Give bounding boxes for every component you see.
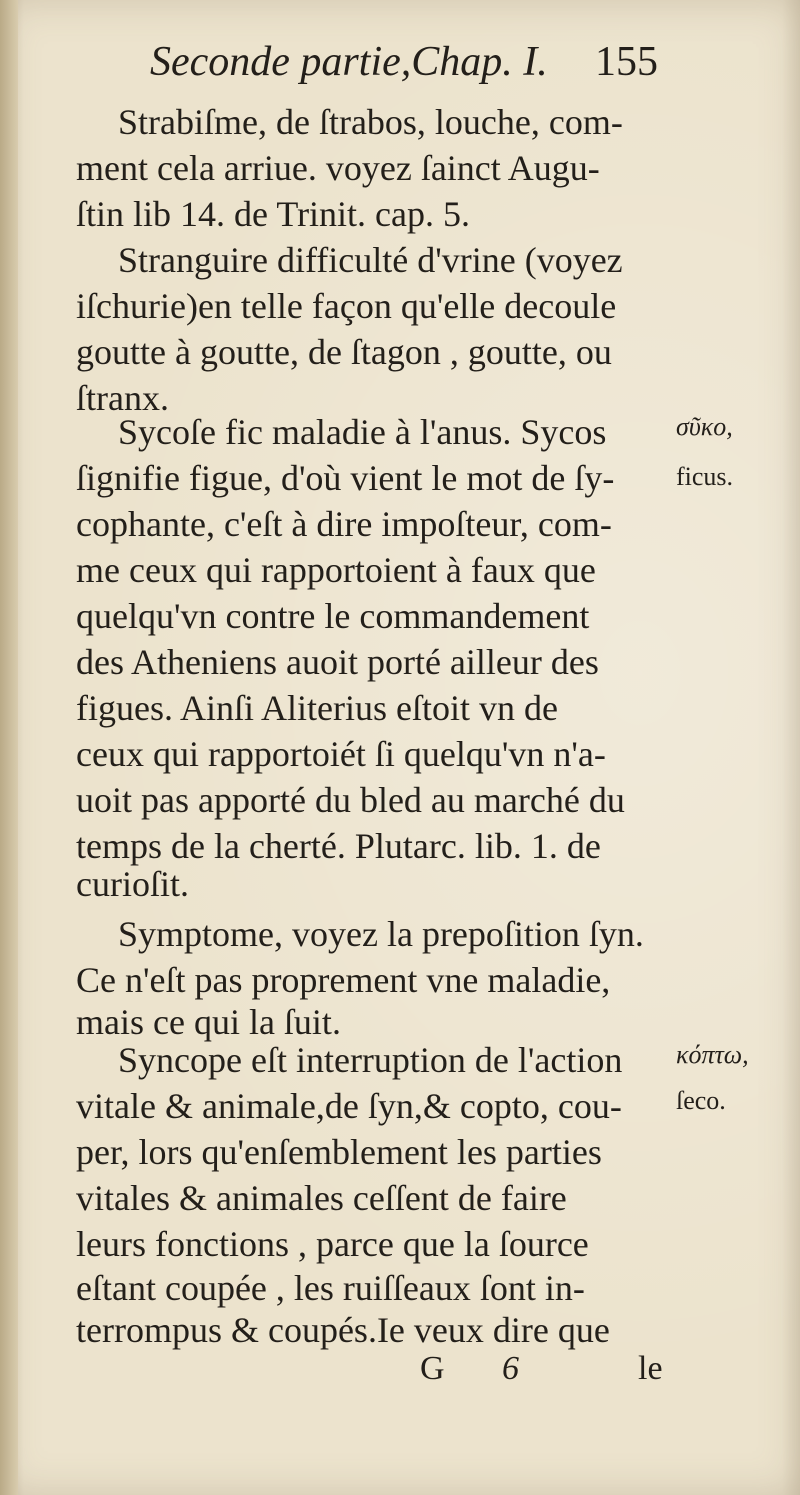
text-line: ſtin lib 14. de Trinit. cap. 5. xyxy=(76,194,471,234)
text-line: Symptome, voyez la prepoſition ſyn. xyxy=(118,914,644,954)
text-line: vitales & animales ceſſent de faire xyxy=(76,1178,567,1218)
page-number: 155 xyxy=(595,39,658,85)
margin-note-latin: ficus. xyxy=(676,462,734,491)
text-line: iſchurie)en telle façon qu'elle decoule xyxy=(76,286,617,326)
text-line: per, lors qu'enſemblement les parties xyxy=(76,1132,602,1172)
text-line: ceux qui rapportoiét ſi quelqu'vn n'a- xyxy=(76,734,606,774)
text-line: Stranguire difficulté d'vrine (voyez xyxy=(118,240,623,280)
text-line: ment cela arriue. voyez ſainct Augu- xyxy=(76,148,600,188)
signature-mark xyxy=(420,1350,680,1400)
text-line: mais ce qui la ſuit. xyxy=(76,1002,341,1042)
running-header xyxy=(150,38,670,86)
text-line: Syncope eſt interruption de l'action xyxy=(118,1040,623,1080)
catchword: le xyxy=(638,1350,663,1387)
text-line: Sycoſe fic maladie à l'anus. Sycos xyxy=(118,412,607,452)
page-gutter xyxy=(0,0,18,1495)
text-line: cophante, c'eſt à dire impoſteur, com- xyxy=(76,504,612,544)
text-line: Strabiſme, de ſtrabos, louche, com- xyxy=(118,102,623,142)
margin-note-greek: σῦκο, xyxy=(676,412,733,441)
signature-number: 6 xyxy=(502,1350,519,1387)
text-line: quelqu'vn contre le commandement xyxy=(76,596,590,636)
text-line: des Atheniens auoit porté ailleur des xyxy=(76,642,599,682)
text-line: curioſit. xyxy=(76,864,189,904)
text-line: figues. Ainſi Aliterius eſtoit vn de xyxy=(76,688,558,728)
text-line: leurs fonctions , parce que la ſource xyxy=(76,1224,589,1264)
text-line: eſtant coupée , les ruiſſeaux ſont in- xyxy=(76,1268,585,1308)
running-title: Seconde partie,Chap. I. xyxy=(150,39,548,85)
text-line: ſignifie figue, d'où vient le mot de ſy- xyxy=(76,458,615,498)
margin-note-latin: ſeco. xyxy=(676,1086,726,1115)
text-line: Ce n'eſt pas proprement vne maladie, xyxy=(76,960,611,1000)
text-line: vitale & animale,de ſyn,& copto, cou- xyxy=(76,1086,622,1126)
text-line: terrompus & coupés.Ie veux dire que xyxy=(76,1310,610,1350)
signature-letter: G xyxy=(420,1350,445,1387)
text-line: temps de la cherté. Plutarc. lib. 1. de xyxy=(76,826,601,866)
text-line: me ceux qui rapportoient à faux que xyxy=(76,550,596,590)
text-line: goutte à goutte, de ſtagon , goutte, ou xyxy=(76,332,612,372)
text-line: uoit pas apporté du bled au marché du xyxy=(76,780,625,820)
text-line: ſtranx. xyxy=(76,378,169,418)
margin-note-greek: κόπτω, xyxy=(676,1040,749,1069)
